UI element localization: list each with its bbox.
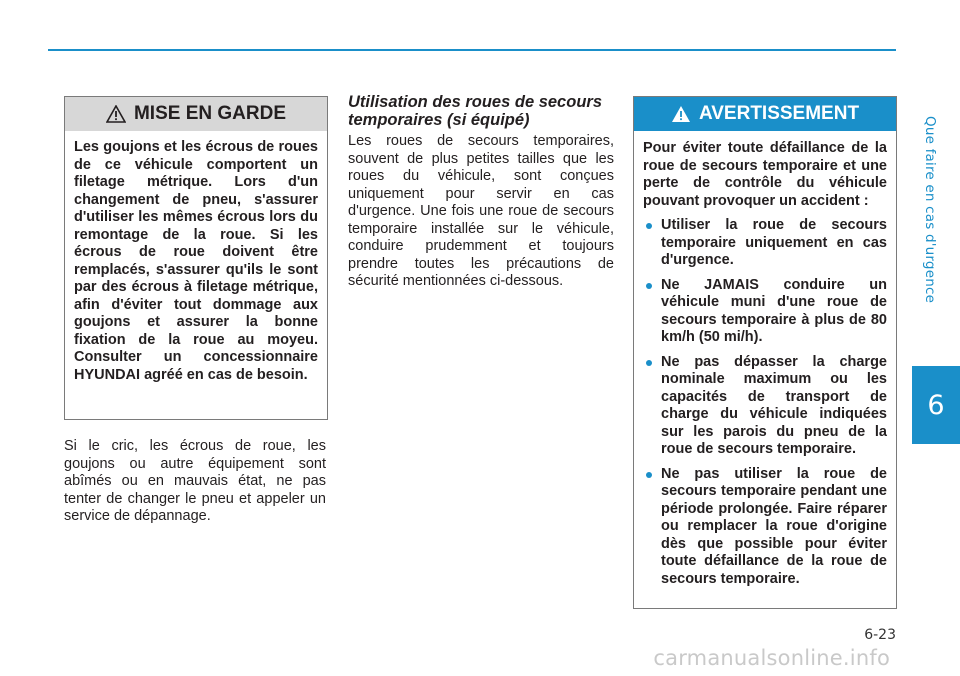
chapter-title-text: Que faire en cas d'urgence [922,116,938,304]
caution-body [65,131,327,384]
section-heading: Utilisation des roues de secours temporaires (si équipé) [348,93,602,129]
section-paragraph: Les roues de secours temporaires, souvent de plus petites tailles que les roues du véhicule, sont conçues uniquement pour servir en cas d'urgence. Une fois une roue de secours temporaire installée sur le véhicule, conduire prudemment et toujours prendre toutes les précautions de sécurité mentionnées ci-dessous. [348,133,614,289]
list-item: Ne JAMAIS conduire un véhicule muni d'une roue de secours temporaire à plus de 80 km/h (50 mi/h). [643,277,887,347]
list-item: Ne pas utiliser la roue de secours temporaire pendant une période prolongée. Faire réparer ou remplacer la roue d'origine dès que possible pour éviter toute défaillance de la roue de secours temporaire. [643,466,887,589]
warning-box [633,96,897,609]
caution-box [64,96,328,420]
warning-triangle-icon [106,105,126,123]
watermark: carmanualsonline.info [653,646,890,670]
chapter-tab[interactable]: 6 [912,366,960,444]
caution-title: MISE EN GARDE [133,103,287,124]
warning-list [643,217,887,588]
warning-triangle-icon [671,105,691,123]
list-item: Utiliser la roue de secours temporaire uniquement en cas d'urgence. [643,217,887,270]
page-number: 6-23 [864,627,896,643]
warning-header [634,97,896,131]
warning-title: AVERTISSEMENT [698,103,860,124]
list-item: Ne pas dépasser la charge nominale maximum ou les capacités de transport de charge du véhicule indiquées sur les parois du pneu de la roue de secours temporaire. [643,354,887,459]
warning-intro: Pour éviter toute défaillance de la roue de secours temporaire et une perte de contrôle du véhicule pouvant provoquer un accident : [643,140,887,209]
warning-body [634,131,896,588]
caution-text: Les goujons et les écrous de roues de ce véhicule comportent un filetage métrique. Lors d'un changement de pneu, s'assurer d'utiliser les mêmes écrous lors du remontage de la roue. Si les écrous de roue doivent être remplacés, s'assurer qu'ils le sont par des écrous à filetage métrique, afin d'éviter tout dommage aux goujons et assurer la bonne fixation de la roue au moyeu. Consulter un concessionnaire HYUNDAI agréé en cas de besoin. [74,139,318,383]
header-rule [48,49,896,51]
chapter-side-title [917,40,943,380]
caution-header [65,97,327,131]
left-paragraph: Si le cric, les écrous de roue, les goujons ou autre équipement sont abîmés ou en mauvais état, ne pas tenter de changer le pneu et appeler un service de dépannage. [64,438,326,524]
